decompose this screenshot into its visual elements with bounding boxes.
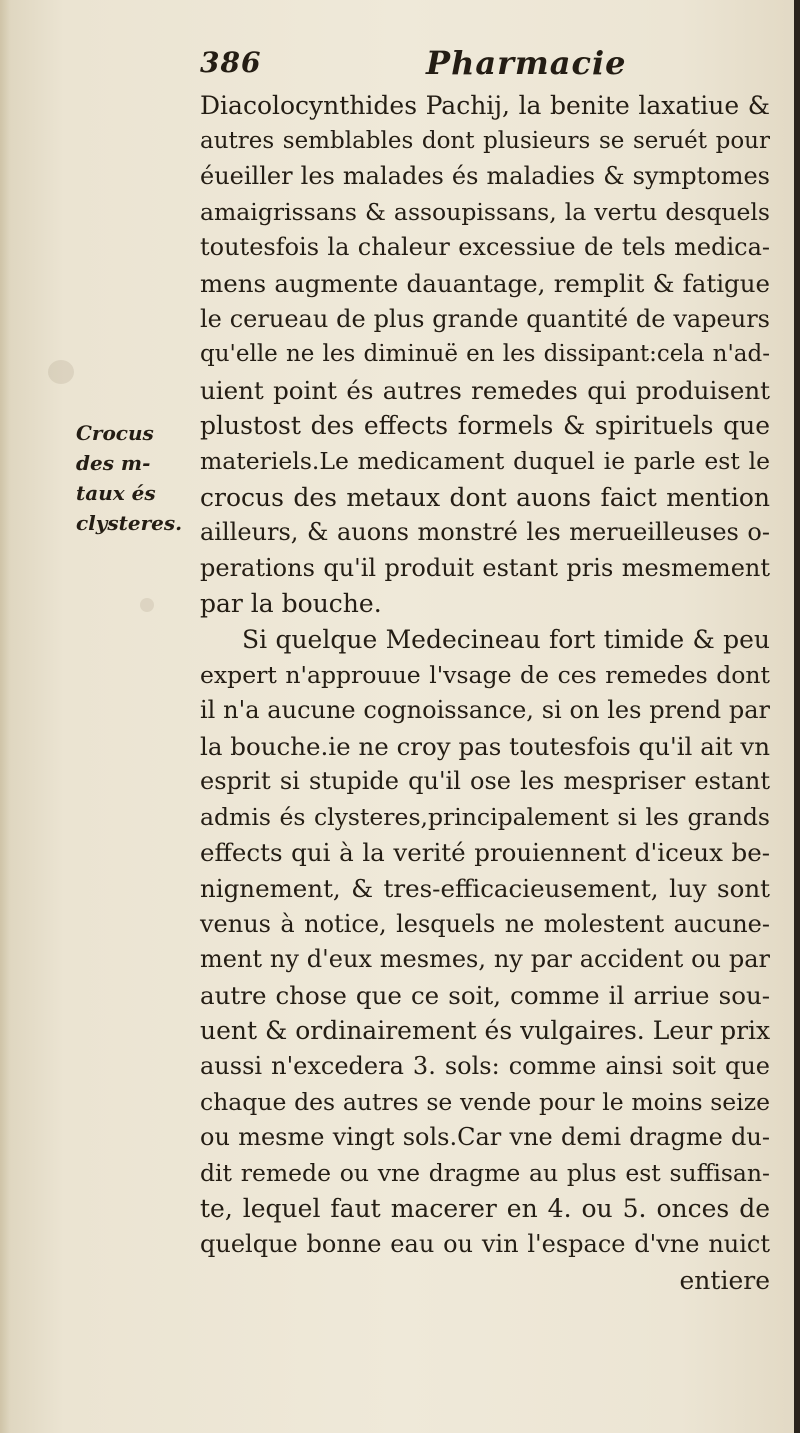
text-line: autre chose que ce soit, comme il arriue sou- — [200, 980, 770, 1010]
text-line: autres semblables dont plusieurs se seruét pour — [200, 127, 770, 154]
ink-stain — [140, 598, 154, 612]
text-line: te, lequel faut macerer en 4. ou 5. onces de — [200, 1194, 770, 1224]
body-text — [200, 88, 770, 1298]
text-line: par la bouche. — [200, 589, 382, 619]
text-line: toutesfois la chaleur excessiue de tels medica- — [200, 233, 770, 262]
text-line: le cerueau de plus grande quantité de vapeurs — [200, 304, 770, 333]
text-line: crocus des metaux dont auons faict mention — [200, 482, 770, 512]
text-line: effects qui à la verité prouiennent d'iceux be- — [200, 838, 770, 868]
text-line: uent & ordinairement és vulgaires. Leur prix — [200, 1016, 771, 1046]
text-line: uient point és autres remedes qui produisent — [200, 375, 770, 405]
margin-note-line: taux és — [76, 481, 156, 505]
text-line: quelque bonne eau ou vin l'espace d'vne nuict — [200, 1230, 770, 1258]
margin-note-line: Crocus — [76, 421, 154, 445]
text-line: plustost des effects formels & spirituels que — [200, 411, 770, 441]
text-line: éueiller les malades és maladies & symptomes — [200, 162, 770, 191]
ink-stain — [48, 360, 74, 384]
page-gutter-shadow — [0, 0, 10, 1433]
margin-note — [76, 418, 196, 538]
text-line: mens augmente dauantage, remplit & fatigue — [200, 268, 770, 298]
text-line: ou mesme vingt sols.Car vne demi dragme du- — [200, 1123, 770, 1152]
catchword: entiere — [679, 1265, 770, 1295]
text-line: il n'a aucune cognoissance, si on les prend par — [200, 696, 770, 725]
text-line: amaigrissans & assoupissans, la vertu desquels — [200, 197, 770, 226]
text-line: expert n'approuue l'vsage de ces remedes dont — [200, 660, 770, 689]
text-line: venus à notice, lesquels ne molestent aucune- — [200, 909, 770, 938]
text-line: dit remede ou vne dragme au plus est suffisan- — [200, 1158, 770, 1187]
text-line: qu'elle ne les diminuë en les dissipant:cela n'ad- — [200, 341, 770, 368]
running-title: Pharmacie — [426, 44, 627, 82]
margin-note-line: clysteres. — [76, 511, 183, 535]
text-line: nignement, & tres-efficacieusement, luy sont — [200, 874, 770, 904]
text-line: materiels.Le medicament duquel ie parle est le — [200, 446, 770, 475]
text-line: ailleurs, & auons monstré les merueilleuses o- — [200, 518, 770, 547]
text-line: chaque des autres se vende pour le moins seize — [200, 1087, 770, 1116]
page-edge — [794, 0, 800, 1433]
text-line: ment ny d'eux mesmes, ny par accident ou par — [200, 945, 770, 974]
text-line: Diacolocynthides Pachij, la benite laxatiue & — [200, 91, 770, 120]
page-number: 386 — [200, 46, 262, 79]
text-line: perations qu'il produit estant pris mesmement — [200, 553, 770, 582]
page-header — [200, 46, 760, 88]
text-line: la bouche.ie ne croy pas toutesfois qu'il ait vn — [200, 731, 770, 761]
text-line: esprit si stupide qu'il ose les mespriser estant — [200, 767, 770, 796]
paragraph-start-line: Si quelque Medecineau fort timide & peu — [242, 624, 770, 654]
text-line: admis és clysteres,principalement si les grands — [200, 802, 770, 831]
text-line: aussi n'excedera 3. sols: comme ainsi soit que — [200, 1052, 770, 1081]
margin-note-line: des m- — [76, 451, 151, 475]
